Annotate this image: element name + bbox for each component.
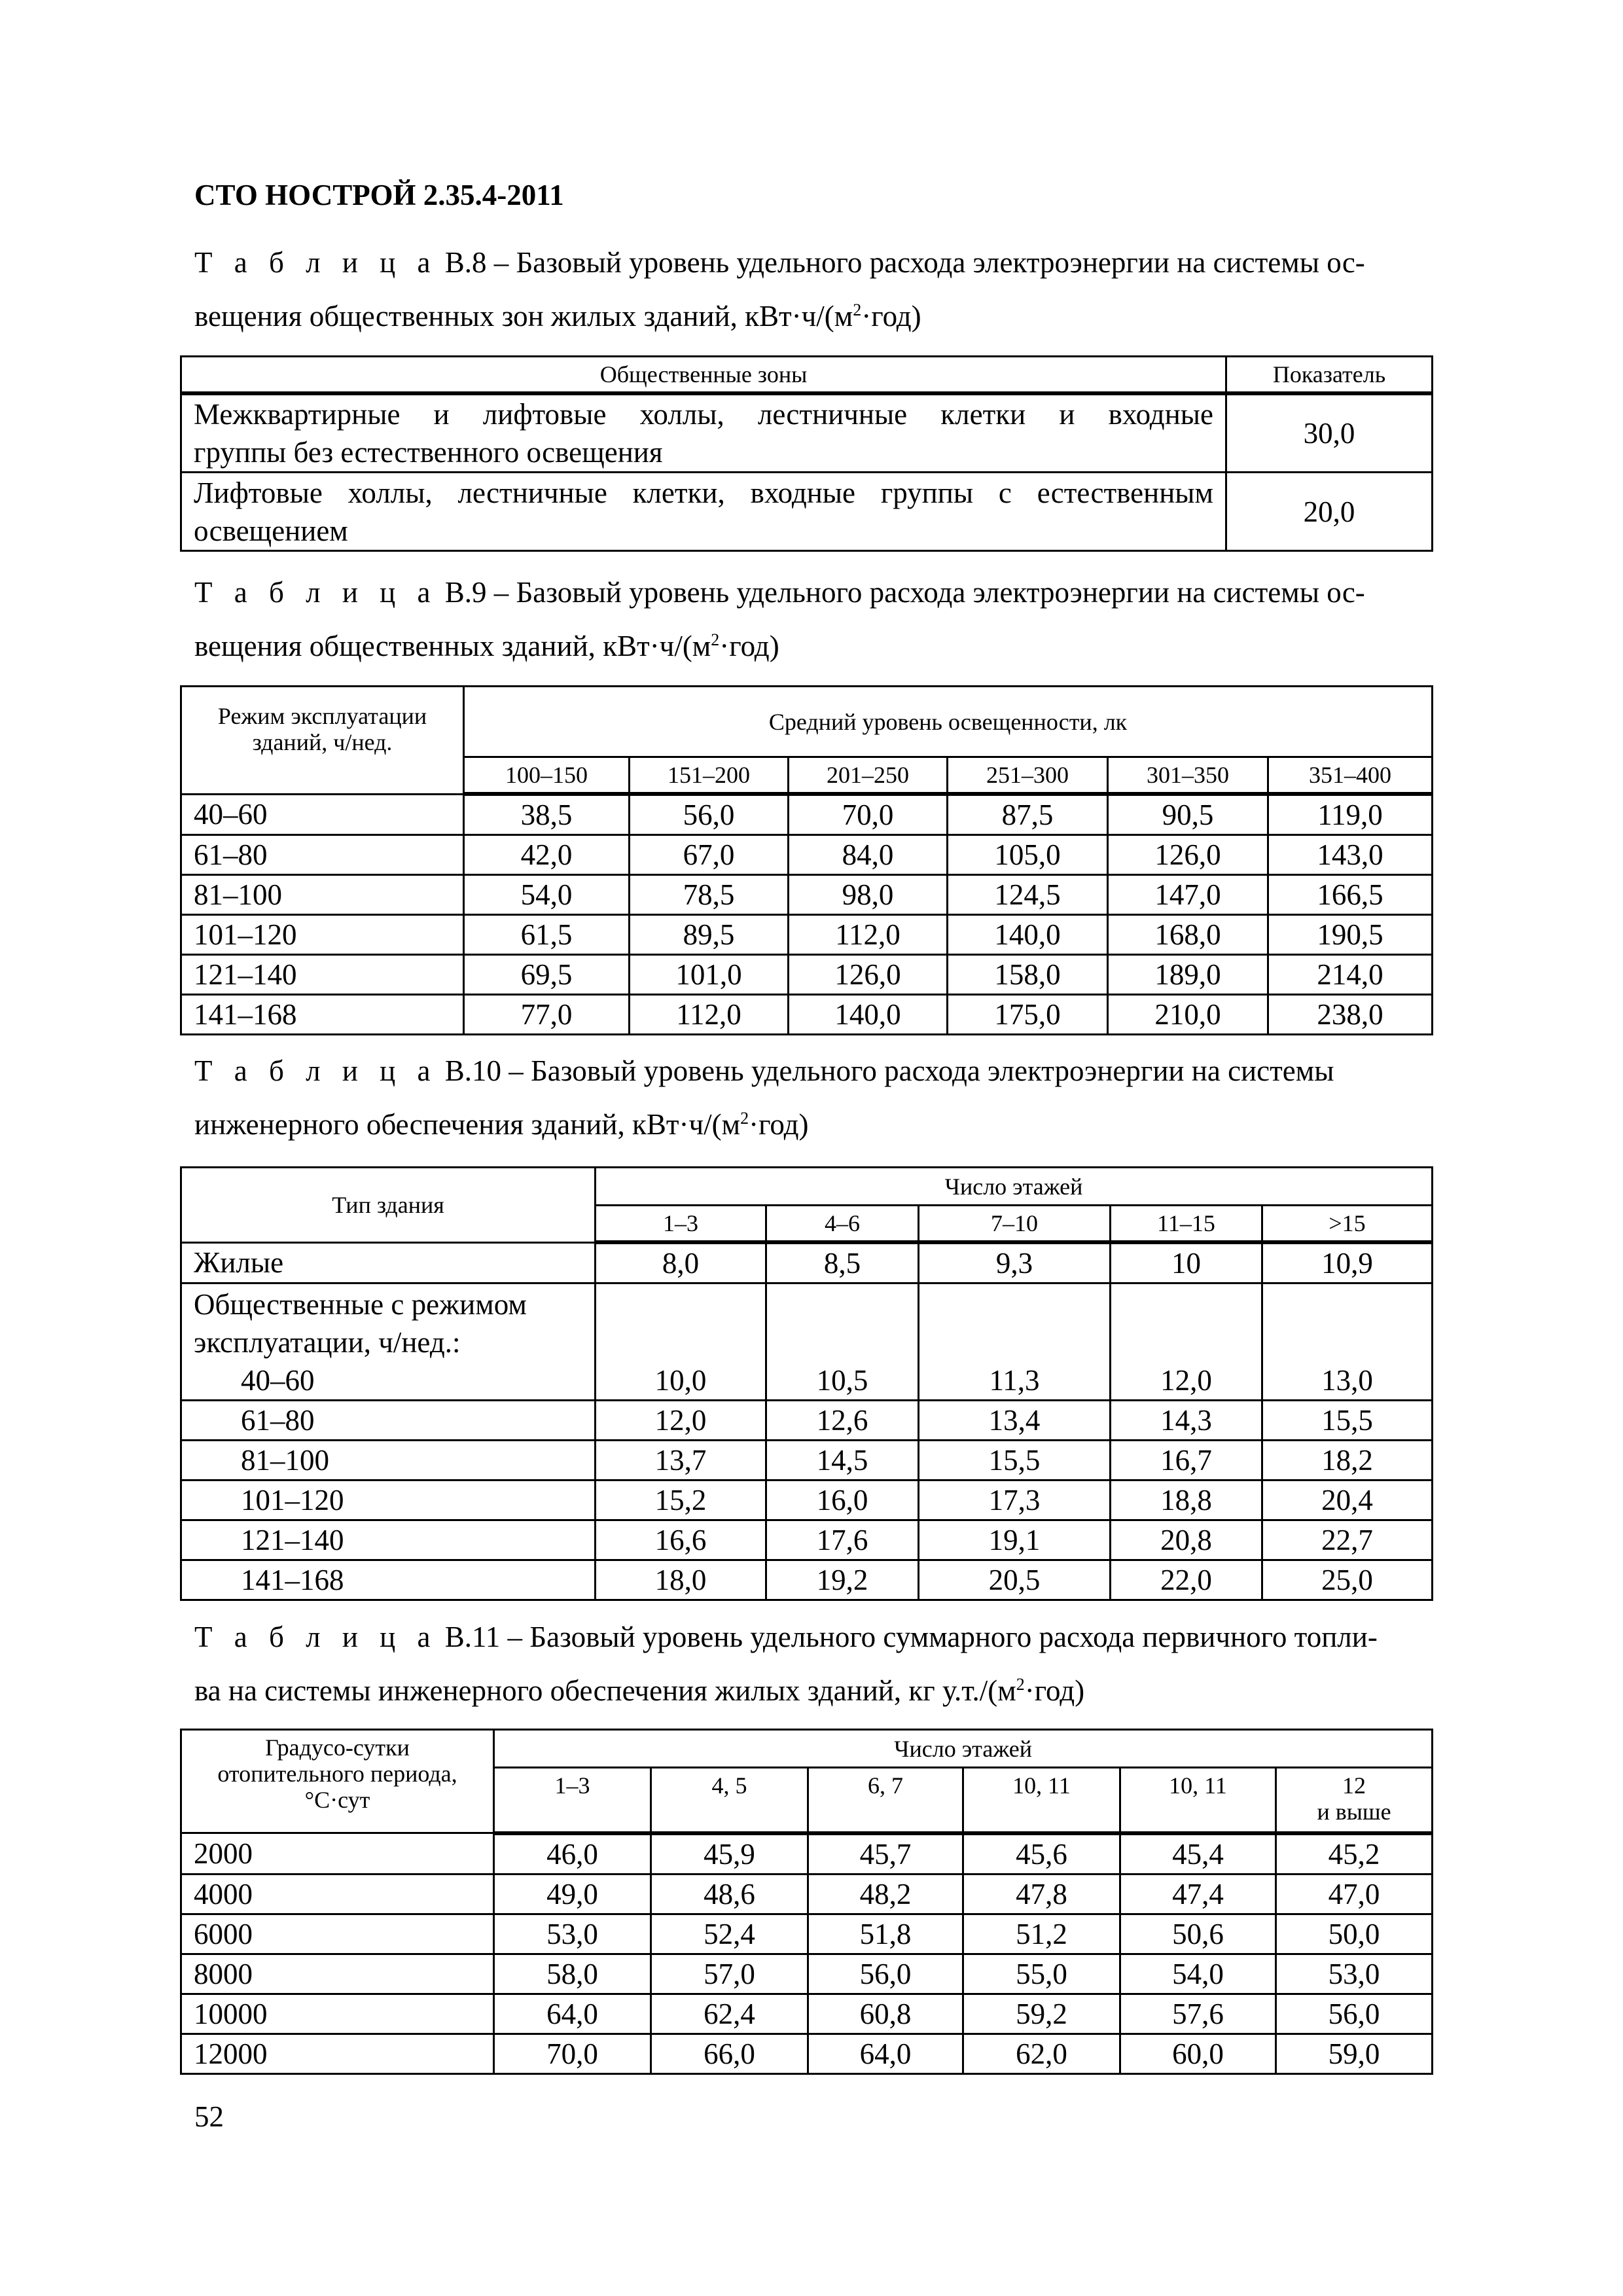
value-cell: 30,0 — [1226, 393, 1433, 473]
caption-line1: В.8 – Базовый уровень удельного расхода электроэнергии на системы ос- — [437, 246, 1365, 279]
value-cell: 12,0 — [1111, 1283, 1262, 1401]
value-cell: 175,0 — [948, 995, 1108, 1035]
column-header: 7–10 — [919, 1206, 1111, 1243]
row-label: 12000 — [181, 2034, 494, 2073]
caption-line1: В.10 – Базовый уровень удельного расхода электроэнергии на системы — [437, 1054, 1334, 1087]
caption-prefix: Т а б л и ц а — [194, 1621, 438, 1653]
value-cell: 189,0 — [1108, 955, 1268, 995]
column-header: 151–200 — [630, 757, 789, 795]
value-cell: 45,2 — [1276, 1833, 1433, 1874]
value-cell: 64,0 — [494, 1994, 651, 2034]
table-row — [181, 995, 1433, 1035]
table-row — [181, 473, 1433, 551]
column-header: >15 — [1262, 1206, 1433, 1243]
zone-cell — [181, 473, 1226, 551]
header-illumination: Средний уровень освещенности, лк — [464, 687, 1433, 757]
value-cell: 119,0 — [1268, 794, 1433, 835]
table-row — [181, 835, 1433, 875]
value-cell: 60,0 — [1120, 2034, 1276, 2073]
value-cell: 19,1 — [919, 1520, 1111, 1560]
value-cell: 46,0 — [494, 1833, 651, 1874]
table-b9 — [180, 685, 1433, 1035]
caption-line2: вещения общественных зон жилых зданий, кВт·ч/(м — [194, 300, 853, 332]
value-cell: 126,0 — [789, 955, 948, 995]
header-floors: Число этажей — [494, 1730, 1433, 1768]
table-row — [181, 1401, 1433, 1441]
caption-line2-end: ·год) — [719, 630, 779, 662]
value-cell: 51,2 — [963, 1914, 1120, 1954]
value-cell: 57,6 — [1120, 1994, 1276, 2034]
value-cell: 15,5 — [1262, 1401, 1433, 1441]
value-cell: 18,8 — [1111, 1480, 1262, 1520]
value-cell: 214,0 — [1268, 955, 1433, 995]
value-cell: 140,0 — [789, 995, 948, 1035]
header-degree-line1: Градусо-сутки — [265, 1734, 410, 1761]
table-row — [181, 1520, 1433, 1560]
column-header: 4–6 — [766, 1206, 919, 1243]
value-cell: 48,6 — [651, 1874, 808, 1914]
column-header: 201–250 — [789, 757, 948, 795]
table-b10-caption — [194, 1044, 1439, 1151]
value-cell: 66,0 — [651, 2034, 808, 2073]
value-cell: 16,7 — [1111, 1441, 1262, 1480]
table-row — [181, 794, 1433, 835]
value-cell: 19,2 — [766, 1560, 919, 1600]
caption-prefix: Т а б л и ц а — [194, 246, 438, 279]
value-cell: 45,7 — [808, 1833, 963, 1874]
value-cell: 67,0 — [630, 835, 789, 875]
caption-line2-end: ·год) — [749, 1108, 809, 1141]
zone-line1: Лифтовые холлы, лестничные клетки, входные группы с естественным — [194, 476, 1213, 509]
value-cell: 14,5 — [766, 1441, 919, 1480]
value-cell: 56,0 — [630, 794, 789, 835]
value-cell: 90,5 — [1108, 794, 1268, 835]
value-cell: 78,5 — [630, 875, 789, 915]
value-cell: 11,3 — [919, 1283, 1111, 1401]
value-cell: 64,0 — [808, 2034, 963, 2073]
row-label: Жилые — [181, 1242, 596, 1283]
value-cell: 166,5 — [1268, 875, 1433, 915]
value-cell: 8,5 — [766, 1242, 919, 1283]
value-cell: 13,4 — [919, 1401, 1111, 1441]
value-cell: 124,5 — [948, 875, 1108, 915]
value-cell: 77,0 — [464, 995, 630, 1035]
table-row — [181, 1441, 1433, 1480]
table-row — [181, 393, 1433, 473]
value-cell: 50,6 — [1120, 1914, 1276, 1954]
caption-prefix: Т а б л и ц а — [194, 576, 438, 609]
value-cell: 13,7 — [596, 1441, 766, 1480]
row-sub-label: 40–60 — [241, 1364, 315, 1397]
header-mode: Режим эксплуатации зданий, ч/нед. — [181, 687, 464, 795]
table-row-residential — [181, 1242, 1433, 1283]
table-b9-caption — [194, 565, 1439, 673]
column-header: 301–350 — [1108, 757, 1268, 795]
value-cell: 126,0 — [1108, 835, 1268, 875]
value-cell: 168,0 — [1108, 915, 1268, 955]
value-cell: 84,0 — [789, 835, 948, 875]
table-row — [181, 1874, 1433, 1914]
value-cell: 238,0 — [1268, 995, 1433, 1035]
value-cell: 38,5 — [464, 794, 630, 835]
value-cell: 10,5 — [766, 1283, 919, 1401]
value-cell: 17,3 — [919, 1480, 1111, 1520]
value-cell: 60,8 — [808, 1994, 963, 2034]
row-label — [181, 1283, 596, 1401]
value-cell: 87,5 — [948, 794, 1108, 835]
header-degree-line3: °С·сут — [304, 1787, 370, 1813]
row-label: 6000 — [181, 1914, 494, 1954]
value-cell: 210,0 — [1108, 995, 1268, 1035]
value-cell: 10,0 — [596, 1283, 766, 1401]
value-cell: 54,0 — [464, 875, 630, 915]
value-cell: 54,0 — [1120, 1954, 1276, 1994]
page-number: 52 — [194, 2100, 224, 2133]
value-cell: 20,8 — [1111, 1520, 1262, 1560]
value-cell: 56,0 — [808, 1954, 963, 1994]
header-zones: Общественные зоны — [181, 357, 1226, 394]
column-header: 11–15 — [1111, 1206, 1262, 1243]
value-cell: 190,5 — [1268, 915, 1433, 955]
row-label: 4000 — [181, 1874, 494, 1914]
value-cell: 158,0 — [948, 955, 1108, 995]
value-cell: 62,0 — [963, 2034, 1120, 2073]
value-cell: 50,0 — [1276, 1914, 1433, 1954]
column-header: 6, 7 — [808, 1768, 963, 1833]
value-cell: 62,4 — [651, 1994, 808, 2034]
value-cell: 18,0 — [596, 1560, 766, 1600]
value-cell: 9,3 — [919, 1242, 1111, 1283]
header-floors: Число этажей — [596, 1168, 1433, 1206]
table-row — [181, 1560, 1433, 1600]
caption-sup: 2 — [740, 1109, 749, 1128]
row-label: 141–168 — [181, 995, 464, 1035]
value-cell: 59,0 — [1276, 2034, 1433, 2073]
value-cell: 59,2 — [963, 1994, 1120, 2034]
value-cell: 105,0 — [948, 835, 1108, 875]
caption-line2: вещения общественных зданий, кВт·ч/(м — [194, 630, 711, 662]
table-row — [181, 875, 1433, 915]
value-cell: 8,0 — [596, 1242, 766, 1283]
value-cell: 49,0 — [494, 1874, 651, 1914]
value-cell: 42,0 — [464, 835, 630, 875]
header-degree-days — [181, 1730, 494, 1833]
value-cell: 20,5 — [919, 1560, 1111, 1600]
value-cell: 45,9 — [651, 1833, 808, 1874]
table-b11 — [180, 1729, 1433, 2075]
caption-line1: В.11 – Базовый уровень удельного суммарного расхода первичного топли- — [437, 1621, 1378, 1653]
value-cell: 20,0 — [1226, 473, 1433, 551]
value-cell: 53,0 — [494, 1914, 651, 1954]
value-cell: 112,0 — [630, 995, 789, 1035]
table-row — [181, 1914, 1433, 1954]
value-cell: 16,6 — [596, 1520, 766, 1560]
value-cell: 58,0 — [494, 1954, 651, 1994]
row-label: 121–140 — [181, 1520, 596, 1560]
value-cell: 53,0 — [1276, 1954, 1433, 1994]
value-cell: 20,4 — [1262, 1480, 1433, 1520]
value-cell: 147,0 — [1108, 875, 1268, 915]
value-cell: 69,5 — [464, 955, 630, 995]
value-cell: 56,0 — [1276, 1994, 1433, 2034]
value-cell: 70,0 — [494, 2034, 651, 2073]
column-header: 100–150 — [464, 757, 630, 795]
value-cell: 17,6 — [766, 1520, 919, 1560]
value-cell: 101,0 — [630, 955, 789, 995]
value-cell: 16,0 — [766, 1480, 919, 1520]
column-header-line2: и выше — [1317, 1799, 1391, 1825]
caption-prefix: Т а б л и ц а — [194, 1054, 438, 1087]
column-header: 1–3 — [596, 1206, 766, 1243]
caption-line2: инженерного обеспечения зданий, кВт·ч/(м — [194, 1108, 741, 1141]
row-label: 40–60 — [181, 794, 464, 835]
table-row — [181, 1954, 1433, 1994]
caption-line2-end: ·год) — [1024, 1674, 1085, 1707]
value-cell: 47,8 — [963, 1874, 1120, 1914]
table-row — [181, 1480, 1433, 1520]
table-row — [181, 1833, 1433, 1874]
row-label: 61–80 — [181, 835, 464, 875]
value-cell: 89,5 — [630, 915, 789, 955]
column-header: 4, 5 — [651, 1768, 808, 1833]
caption-sup: 2 — [711, 630, 720, 649]
table-row — [181, 2034, 1433, 2073]
value-cell: 45,4 — [1120, 1833, 1276, 1874]
value-cell: 143,0 — [1268, 835, 1433, 875]
value-cell: 61,5 — [464, 915, 630, 955]
zone-line2: группы без естественного освещения — [194, 436, 663, 469]
value-cell: 10 — [1111, 1242, 1262, 1283]
value-cell: 47,4 — [1120, 1874, 1276, 1914]
row-label: 81–100 — [181, 1441, 596, 1480]
value-cell: 12,0 — [596, 1401, 766, 1441]
value-cell: 25,0 — [1262, 1560, 1433, 1600]
row-label: 141–168 — [181, 1560, 596, 1600]
page-header: СТО НОСТРОЙ 2.35.4-2011 — [194, 179, 564, 211]
row-label: 81–100 — [181, 875, 464, 915]
value-cell: 57,0 — [651, 1954, 808, 1994]
header-building-type: Тип здания — [181, 1168, 596, 1243]
row-label: 101–120 — [181, 915, 464, 955]
value-cell: 22,0 — [1111, 1560, 1262, 1600]
value-cell: 140,0 — [948, 915, 1108, 955]
column-header — [1276, 1768, 1433, 1833]
row-label: 10000 — [181, 1994, 494, 2034]
value-cell: 45,6 — [963, 1833, 1120, 1874]
row-label: 121–140 — [181, 955, 464, 995]
value-cell: 112,0 — [789, 915, 948, 955]
value-cell: 14,3 — [1111, 1401, 1262, 1441]
value-cell: 70,0 — [789, 794, 948, 835]
table-row-public — [181, 1283, 1433, 1401]
header-value: Показатель — [1226, 357, 1433, 394]
zone-line1: Межквартирные и лифтовые холлы, лестничные клетки и входные — [194, 398, 1213, 431]
table-b11-caption — [194, 1610, 1439, 1717]
caption-sup: 2 — [853, 300, 862, 319]
value-cell: 22,7 — [1262, 1520, 1433, 1560]
column-header: 10, 11 — [963, 1768, 1120, 1833]
public-label-line1: Общественные с режимом — [194, 1288, 527, 1321]
value-cell: 10,9 — [1262, 1242, 1433, 1283]
value-cell: 18,2 — [1262, 1441, 1433, 1480]
caption-sup: 2 — [1016, 1675, 1025, 1694]
value-cell: 52,4 — [651, 1914, 808, 1954]
caption-line2-end: ·год) — [861, 300, 921, 332]
value-cell: 13,0 — [1262, 1283, 1433, 1401]
table-b8 — [180, 355, 1433, 552]
column-header: 351–400 — [1268, 757, 1433, 795]
value-cell: 51,8 — [808, 1914, 963, 1954]
value-cell: 12,6 — [766, 1401, 919, 1441]
value-cell: 48,2 — [808, 1874, 963, 1914]
row-label: 101–120 — [181, 1480, 596, 1520]
row-label: 2000 — [181, 1833, 494, 1874]
column-header-line1: 12 — [1342, 1772, 1366, 1799]
column-header: 10, 11 — [1120, 1768, 1276, 1833]
value-cell: 55,0 — [963, 1954, 1120, 1994]
value-cell: 15,5 — [919, 1441, 1111, 1480]
table-row — [181, 915, 1433, 955]
zone-line2: освещением — [194, 514, 348, 547]
zone-cell — [181, 393, 1226, 473]
caption-line1: В.9 – Базовый уровень удельного расхода электроэнергии на системы ос- — [437, 576, 1365, 609]
public-label-line2: эксплуатации, ч/нед.: — [194, 1326, 461, 1359]
value-cell: 15,2 — [596, 1480, 766, 1520]
column-header: 251–300 — [948, 757, 1108, 795]
value-cell: 47,0 — [1276, 1874, 1433, 1914]
row-label: 61–80 — [181, 1401, 596, 1441]
table-row — [181, 955, 1433, 995]
table-row — [181, 1994, 1433, 2034]
table-b10 — [180, 1166, 1433, 1601]
table-b8-caption — [194, 236, 1439, 343]
header-degree-line2: отопительного периода, — [217, 1761, 457, 1787]
value-cell: 98,0 — [789, 875, 948, 915]
row-label: 8000 — [181, 1954, 494, 1994]
column-header: 1–3 — [494, 1768, 651, 1833]
caption-line2: ва на системы инженерного обеспечения жилых зданий, кг у.т./(м — [194, 1674, 1016, 1707]
